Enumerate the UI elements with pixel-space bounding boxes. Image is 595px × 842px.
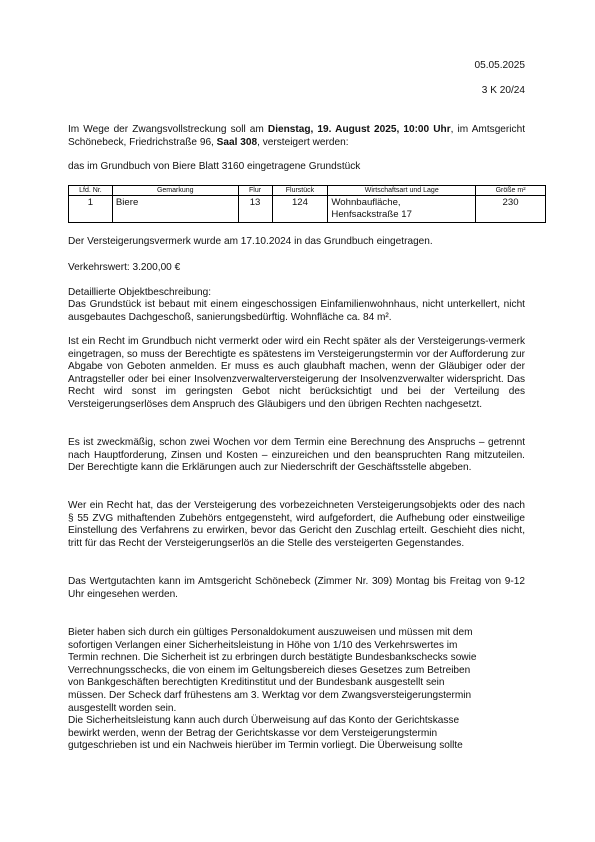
header-flur: Flur	[238, 186, 272, 196]
cell-nr: 1	[69, 196, 113, 223]
intro-text-3: , versteigert werden:	[257, 136, 349, 148]
property-table	[68, 185, 546, 223]
cell-lage-line1: Wohnbaufläche,	[331, 197, 401, 208]
bieter-line: Die Sicherheitsleistung kann auch durch Überweisung auf das Konto der Gerichtskasse	[68, 715, 460, 727]
auction-room: Saal 308	[216, 136, 258, 148]
cell-flurstueck: 124	[272, 196, 328, 223]
file-number: 3 K 20/24	[481, 85, 525, 96]
bieter-line: ausgestellt worden sein.	[68, 702, 177, 714]
objekt-heading: Detaillierte Objektbeschreibung:	[68, 287, 212, 298]
intro-text-1: Im Wege der Zwangsvollstreckung soll am	[68, 124, 268, 135]
table-header-row	[69, 186, 546, 196]
bieter-paragraph	[68, 627, 538, 753]
cell-groesse: 230	[476, 196, 546, 223]
header-lfd-nr: Lfd. Nr.	[69, 186, 113, 196]
rechte-paragraph: Ist ein Recht im Grundbuch nicht vermerkt oder wird ein Recht später als der Versteigerungs-vermerk eingetragen, so muss der Berechtigte es spätestens im Versteigerungstermin vor der Aufforderung zur Abgabe von Geboten anmelden. Er muss es auch glaubhaft machen, wenn der Gläubiger oder der Antragsteller oder bei einer Insolvenzverwalterversteigerung der Insolvenzverwalter widerspricht. Das Recht wird sonst im geringsten Gebot nicht berücksichtigt und bei der Verteilung des Versteigerungserlöses dem Anspruch des Gläubigers und den übrigen Rechten nachgesetzt.	[68, 336, 525, 410]
bieter-line: Termin rechnen. Die Sicherheit ist zu erbringen durch bestätigte Bundesbankschecks sowie	[68, 652, 477, 664]
header-flurstueck: Flurstück	[272, 186, 328, 196]
entgegen-paragraph: Wer ein Recht hat, das der Versteigerung des vorbezeichneten Versteigerungsobjekts oder des nach § 55 ZVG mithaftenden Zubehörs entgegensteht, wird aufgefordert, die Aufhebung oder einstweilige Einstellung des Verfahrens zu erwirken, bevor das Gericht den Zuschlag erteilt. Geschieht dies nicht, tritt für das Recht der Versteigerungserlös an die Stelle des versteigerten Gegenstandes.	[68, 500, 525, 549]
verkehrswert: Verkehrswert: 3.200,00 €	[68, 262, 181, 273]
header-groesse: Größe m²	[476, 186, 546, 196]
bieter-line: von Bankgeschäften berechtigten Kreditinstitut und der Bundesbank ausgestellt sein	[68, 677, 445, 689]
bieter-line: bewirkt werden, wenn der Betrag der Gerichtskasse vor dem Versteigerungstermin	[68, 727, 438, 739]
subject-line: das im Grundbuch von Biere Blatt 3160 eingetragene Grundstück	[68, 161, 361, 172]
bieter-line: Verrechnungsschecks, die von einem im Geltungsbereich dieses Gesetzes zum Betreiben	[68, 664, 471, 676]
auction-date: Dienstag, 19. August 2025, 10:00 Uhr	[267, 124, 451, 135]
bieter-line: sofortigen Verlangen einer Sicherheitsleistung in Höhe von 1/10 des Verkehrswertes im	[68, 639, 458, 651]
objekt-description: Das Grundstück ist bebaut mit einem eingeschossigen Einfamilienwohnhaus, nicht unterkellert, nicht ausgebautes Dachgeschoß, sanierungsbedürftig. Wohnfläche ca. 84 m².	[68, 299, 525, 323]
cell-gemarkung: Biere	[112, 196, 238, 223]
header-wirtschaftsart: Wirtschaftsart und Lage	[328, 186, 476, 196]
table-row	[69, 196, 546, 223]
cell-lage	[328, 196, 476, 223]
bieter-line: Bieter haben sich durch ein gültiges Personaldokument auszuweisen und müssen mit dem	[68, 627, 473, 638]
bieter-line: müssen. Der Scheck darf frühestens am 3. Werktag vor dem Zwangsversteigerungstermin	[68, 689, 472, 701]
header-gemarkung: Gemarkung	[112, 186, 238, 196]
berechnung-paragraph: Es ist zweckmäßig, schon zwei Wochen vor dem Termin eine Berechnung des Anspruchs – getrennt nach Hauptforderung, Zinsen und Kosten – einzureichen und den beanspruchten Rang mitzuteilen. Der Berechtigte kann die Erklärungen auch zur Niederschrift der Geschäftsstelle abgeben.	[68, 437, 525, 474]
document-date: 05.05.2025	[474, 60, 525, 71]
gutachten-paragraph: Das Wertgutachten kann im Amtsgericht Schönebeck (Zimmer Nr. 309) Montag bis Freitag von 9-12 Uhr eingesehen werden.	[68, 576, 525, 600]
bieter-line: gutgeschrieben ist und ein Nachweis hierüber im Termin vorliegt. Die Überweisung sollte	[68, 740, 463, 752]
cell-flur: 13	[238, 196, 272, 223]
intro-text-2: , im Amtsgericht Schönebeck, Friedrichstraße 96,	[68, 124, 525, 148]
vermerk-line: Der Versteigerungsvermerk wurde am 17.10.2024 in das Grundbuch eingetragen.	[68, 236, 433, 247]
cell-lage-line2: Henfsackstraße 17	[331, 208, 412, 220]
intro-paragraph	[68, 124, 525, 149]
